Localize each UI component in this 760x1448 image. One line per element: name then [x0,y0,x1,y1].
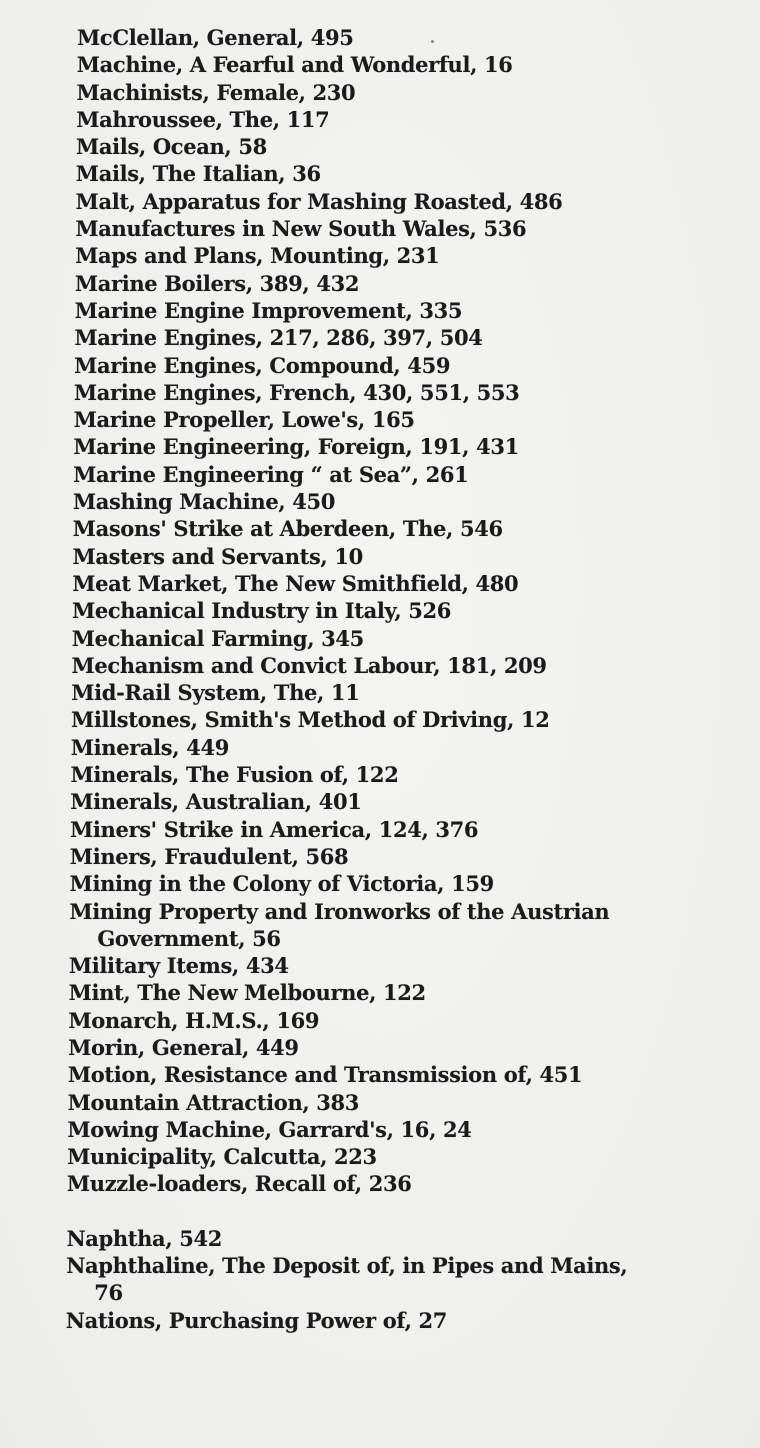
index-entry [0,816,760,843]
index-entry [0,242,760,269]
index-entry-text: McClellan, General, 495 [77,25,354,50]
index-entry [0,79,760,106]
index-entry-text: Mechanical Industry in Italy, 526 [71,598,452,624]
index-entry-text: Marine Engines, 217, 286, 397, 504 [74,325,483,351]
index-entry [0,297,760,324]
index-entry [0,160,760,187]
index-entry-text: Mechanism and Convict Labour, 181, 209 [71,652,547,678]
index-entry-text: Marine Propeller, Lowe's, 165 [73,407,415,433]
index-entry [0,952,760,979]
index-entry [0,1089,760,1116]
index-entry [0,515,760,542]
index-entry [0,597,760,624]
index-entry-text: Mountain Attraction, 383 [67,1089,360,1115]
index-entry-text: Malt, Apparatus for Mashing Roasted, 486 [75,188,563,214]
index-entry-text: Marine Engineering “ at Sea”, 261 [73,461,469,487]
index-entry [0,324,760,351]
index-entry-text: Maps and Plans, Mounting, 231 [75,243,440,269]
index-entry-text: Mails, The Italian, 36 [75,161,321,187]
index-entry-text: Miners, Fraudulent, 568 [69,843,349,869]
index-entry-text: Municipality, Calcutta, 223 [67,1144,377,1170]
index-entry-text: Miners' Strike in America, 124, 376 [70,816,479,842]
index-entry [0,898,760,953]
index-entry [0,433,760,460]
index-list [0,24,760,1334]
index-entry-text: Mint, The New Melbourne, 122 [68,980,426,1006]
index-entry-text: Marine Engineering, Foreign, 191, 431 [73,434,519,460]
index-entry [0,706,760,733]
index-entry-text: Naphtha, 542 [66,1225,223,1251]
index-entry-text: Mails, Ocean, 58 [76,134,267,160]
index-entry-text: Naphthaline, The Deposit of, in Pipes and Mains, [66,1253,628,1279]
index-entry [0,133,760,160]
index-entry-text: Masons' Strike at Aberdeen, The, 546 [72,516,503,542]
index-entry-text: Manufactures in New South Wales, 536 [75,216,527,242]
index-entry-text: Minerals, 449 [70,734,229,760]
index-entry [0,679,760,706]
index-entry-text: Millstones, Smith's Method of Driving, 12 [71,707,550,733]
index-entry [0,352,760,379]
index-entry-text: Military Items, 434 [68,953,289,979]
index-entry [0,870,760,897]
index-entry [0,652,760,679]
index-entry-text: Morin, General, 449 [68,1034,299,1060]
index-entry [0,51,760,78]
index-entry-text: Marine Boilers, 389, 432 [74,270,360,296]
index-entry [0,1143,760,1170]
index-entry-text: Nations, Purchasing Power of, 27 [65,1307,448,1333]
index-entry [0,788,760,815]
index-entry [0,379,760,406]
index-entry [0,734,760,761]
index-entry [0,106,760,133]
index-entry-text: Mechanical Farming, 345 [71,625,364,651]
index-entry-text: Mining in the Colony of Victoria, 159 [69,871,494,897]
index-entry-text: Monarch, H.M.S., 169 [68,1007,320,1033]
index-entry [0,1116,760,1143]
index-entry-text: Masters and Servants, 10 [72,543,363,569]
index-entry-text: Meat Market, The New Smithfield, 480 [72,570,519,596]
index-entry [0,1007,760,1034]
index-entry-continuation: 76 [94,1280,123,1306]
index-entry [0,979,760,1006]
index-entry [0,1061,760,1088]
index-entry [0,625,760,652]
index-entry [0,1307,760,1334]
index-entry-text: Mowing Machine, Garrard's, 16, 24 [67,1116,472,1142]
index-entry-text: Motion, Resistance and Transmission of, 451 [67,1062,583,1088]
index-entry [0,843,760,870]
index-entry [0,270,760,297]
index-entry-text: Muzzle-loaders, Recall of, 236 [66,1171,412,1197]
index-entry [0,461,760,488]
index-entry [0,570,760,597]
index-entry-text: Mahroussee, The, 117 [76,106,330,132]
index-entry-text: Minerals, The Fusion of, 122 [70,762,399,788]
index-entry [0,215,760,242]
index-entry-text: Mashing Machine, 450 [72,489,336,515]
index-entry-text: Marine Engine Improvement, 335 [74,297,463,323]
index-entry-text: Mining Property and Ironworks of the Austrian [69,898,610,924]
index-entry-continuation: Government, 56 [97,925,281,951]
index-entry-text: Marine Engines, Compound, 459 [74,352,451,378]
index-entry [0,1225,760,1252]
index-entry [0,1170,760,1197]
index-entry-text: Machinists, Female, 230 [76,79,356,105]
index-entry [0,24,760,51]
index-entry-text: Machine, A Fearful and Wonderful, 16 [76,52,513,78]
index-entry [0,1034,760,1061]
index-entry [0,1252,760,1307]
index-entry [0,188,760,215]
index-entry [0,406,760,433]
index-entry-text: Marine Engines, French, 430, 551, 553 [73,379,520,405]
index-entry [0,761,760,788]
index-entry-text: Minerals, Australian, 401 [70,789,362,815]
index-entry [0,488,760,515]
section-gap [0,1198,760,1225]
index-entry [0,543,760,570]
index-entry-text: Mid-Rail System, The, 11 [71,680,360,706]
